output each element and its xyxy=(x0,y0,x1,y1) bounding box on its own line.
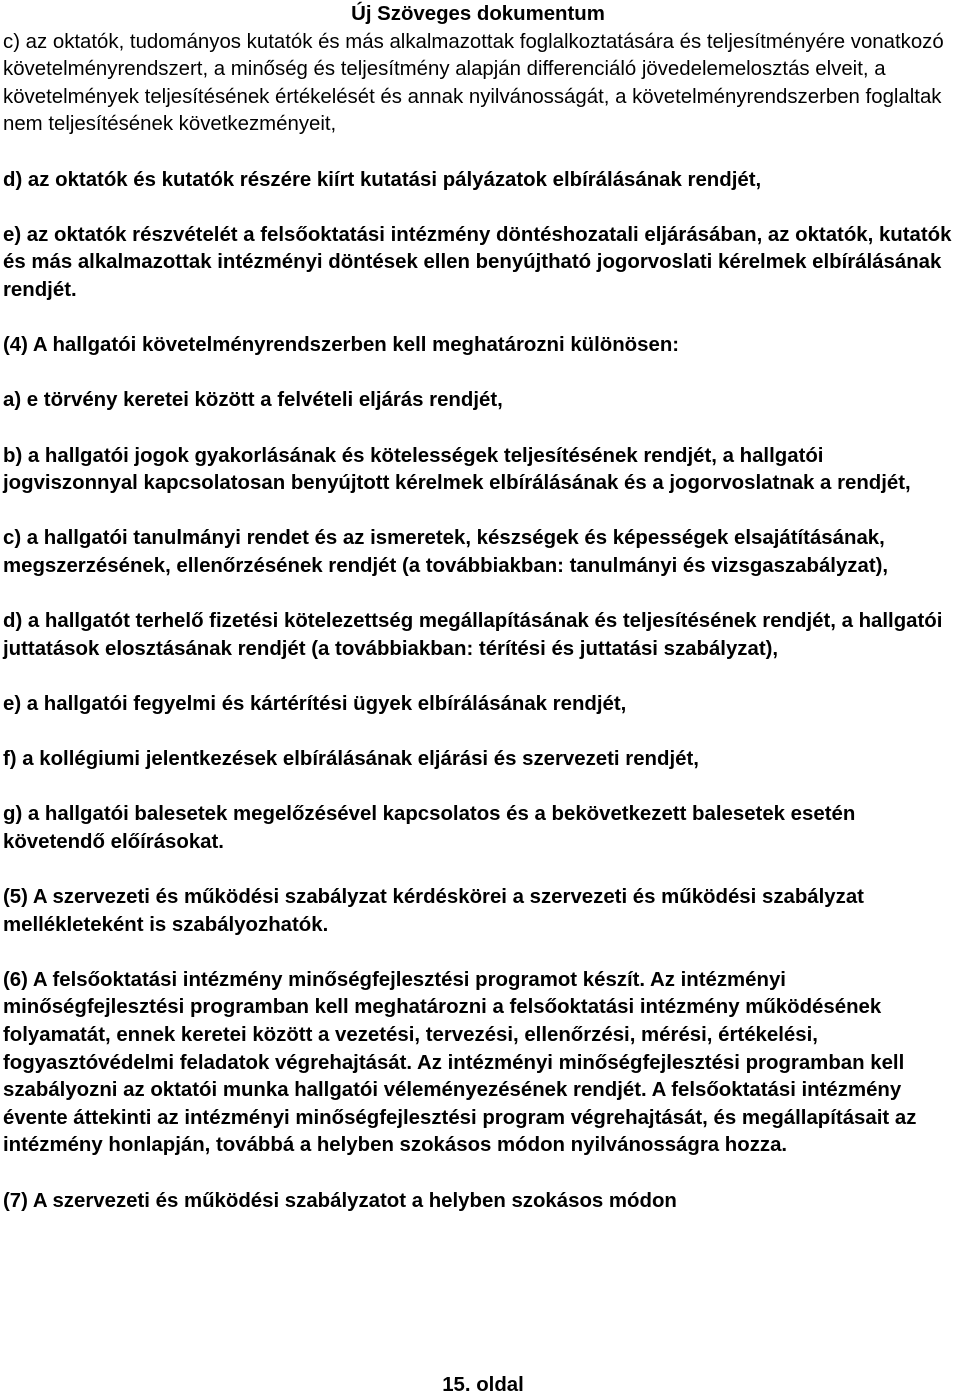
paragraph-g-hallgatoi-balesetek: g) a hallgatói balesetek megelőzésével kapcsolatos és a bekövetkezett balesetek esetén követendő előírásokat. xyxy=(3,803,856,853)
paragraph-6-minosegfejlesztesi-program: (6) A felsőoktatási intézmény minőségfejlesztési programot készít. Az intézményi minőségfejlesztési programban kell meghatározni a felsőoktatási intézmény működésének folyamatát, ennek keretei között a vezetési, tervezési, ellenőrzési, mérési, értékelési, fogyasztóvédelmi feladatok végrehajtását. Az intézményi minőségfejlesztési programban kell szabályozni az oktatói munka hallgatói véleményezésének rendjét. A felsőoktatási intézmény évente áttekinti az intézményi minőségfejlesztési program végrehajtását, és megállapításait az intézmény honlapján, továbbá a helyben szokásos módon nyilvánosságra hozza. xyxy=(3,968,917,1157)
paragraph-4-hallgatoi-kovetelmenyrendszer: (4) A hallgatói követelményrendszerben kell meghatározni különösen: xyxy=(3,334,680,357)
document-page xyxy=(3,0,953,1243)
page-number: 15. oldal xyxy=(442,1374,524,1396)
paragraph-d-fizetesi-kotelezettseg: d) a hallgatót terhelő fizetési kötelezettség megállapításának és teljesítésének rendjét, a hallgatói juttatások elosztásának rendjét (a továbbiakban: térítési és juttatási szabályzat), xyxy=(3,610,943,660)
paragraph-f-kollegiumi-jelentkezesek: f) a kollégiumi jelentkezések elbírálásának eljárási és szervezeti rendjét, xyxy=(3,748,699,771)
paragraph-b-hallgatoi-jogok: b) a hallgatói jogok gyakorlásának és kötelességek teljesítésének rendjét, a hallgatói jogviszonnyal kapcsolatosan benyújtott kérelmek elbírálásának és a jogorvoslatnak a rendjét, xyxy=(3,444,911,495)
paragraph-d-kutatasi-palyazatok: d) az oktatók és kutatók részére kiírt kutatási pályázatok elbírálásának rendjét, xyxy=(3,168,762,191)
paragraph-7-szmsz-kozzetetel: (7) A szervezeti és működési szabályzatot a helyben szokásos módon xyxy=(3,1189,677,1212)
paragraph-5-szmsz-kerdeskorei: (5) A szervezeti és működési szabályzat kérdéskörei a szervezeti és működési szabályzat mellékleteként is szabályozhatók. xyxy=(3,886,864,936)
paragraph-c-oktatok: c) az oktatók, tudományos kutatók és más alkalmazottak foglalkoztatására és teljesítményére vonatkozó követelményrendszert, a minőség és teljesítmény alapján differenciáló jövedelemelosztás elveit, a követelmények teljesítésének értékelését és annak nyilvánosságát, a követelményrendszerben foglaltak nem teljesítésének következményeit, xyxy=(3,30,944,136)
paragraph-c-tanulmanyi-rend: c) a hallgatói tanulmányi rendet és az ismeretek, készségek és képességek elsajátításának, megszerzésének, ellenőrzésének rendjét (a továbbiakban: tanulmányi és vizsgaszabályzat), xyxy=(3,527,889,577)
document-title: Új Szöveges dokumentum xyxy=(351,3,605,25)
paragraph-e-oktatok-reszvetele: e) az oktatók részvételét a felsőoktatási intézmény döntéshozatali eljárásában, az oktatók, kutatók és más alkalmazottak intézményi döntések ellen benyújtható jogorvoslati kérelmek elbírálásának rendjét. xyxy=(3,223,952,301)
paragraph-a-felveteli-eljaras: a) e törvény keretei között a felvételi eljárás rendjét, xyxy=(3,389,503,412)
paragraph-e-fegyelmi-ugyek: e) a hallgatói fegyelmi és kártérítési ügyek elbírálásának rendjét, xyxy=(3,692,627,715)
